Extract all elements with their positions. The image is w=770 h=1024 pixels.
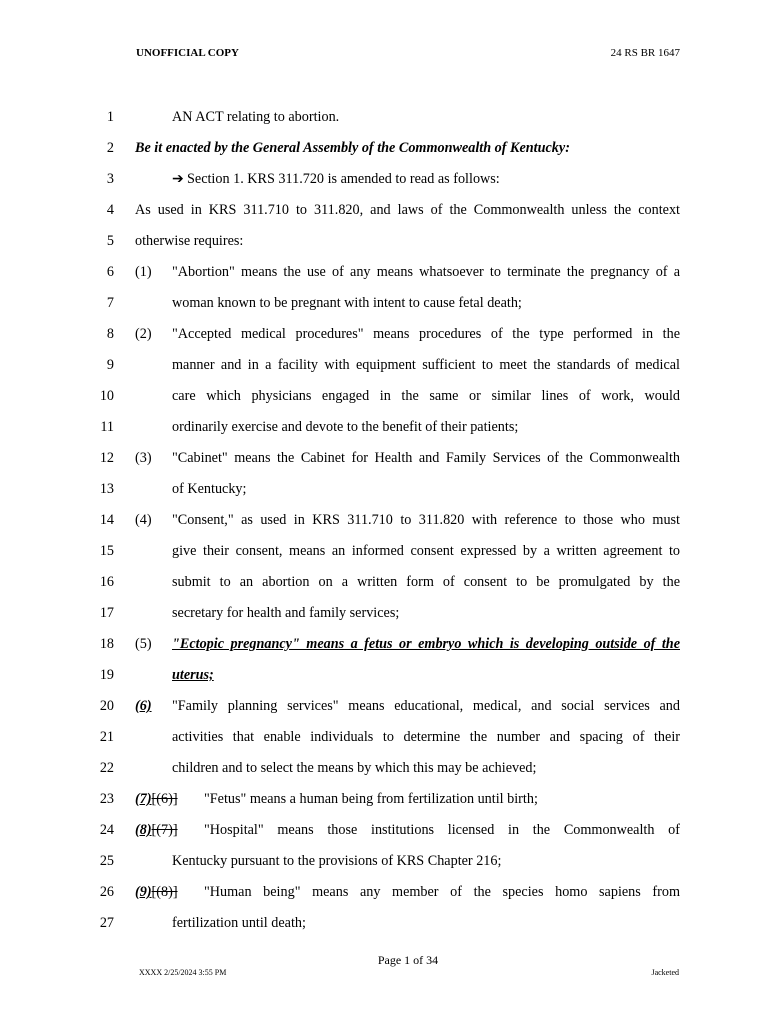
line-number: 24: [99, 822, 114, 838]
inserted-text: uterus;: [172, 667, 214, 683]
inserted-number: (7): [135, 791, 152, 807]
line-text: "Fetus" means a human being from fertilization until birth;: [204, 791, 538, 807]
line-text: of Kentucky;: [172, 481, 247, 497]
inserted-number: (9): [135, 884, 152, 900]
subsection-number: [135, 882, 178, 902]
line-text: "Consent," as used in KRS 311.710 to 311.820 with reference to those who must: [172, 512, 680, 528]
line-number: 3: [106, 171, 114, 187]
line-number: 6: [106, 264, 114, 280]
deleted-number: [(6)]: [151, 791, 178, 807]
inserted-number: (8): [135, 822, 152, 838]
line-text: care which physicians engaged in the same or similar lines of work, would: [172, 388, 680, 404]
deleted-number: [(8)]: [151, 884, 178, 900]
line-number: 15: [99, 543, 114, 559]
line-5: [0, 231, 770, 251]
line-number: 13: [99, 481, 114, 497]
header-right: 24 RS BR 1647: [610, 47, 680, 59]
line-20: [0, 696, 770, 716]
line-10: [0, 386, 770, 406]
line-number: 18: [99, 636, 114, 652]
line-number: 19: [99, 667, 114, 683]
line-number: 4: [106, 202, 114, 218]
line-text: "Accepted medical procedures" means procedures of the type performed in the: [172, 326, 680, 342]
line-number: 17: [99, 605, 114, 621]
section-heading: Section 1. KRS 311.720 is amended to read as follows:: [187, 171, 500, 187]
line-18: [0, 634, 770, 654]
line-text: Kentucky pursuant to the provisions of KRS Chapter 216;: [172, 853, 502, 869]
subsection-number: [135, 789, 178, 809]
act-title: AN ACT relating to abortion.: [172, 109, 340, 125]
footer-right: Jacketed: [651, 968, 679, 977]
line-16: [0, 572, 770, 592]
line-number: 27: [99, 915, 114, 931]
subsection-number: [135, 820, 178, 840]
line-number: 14: [99, 512, 114, 528]
footer-left: XXXX 2/25/2024 3:55 PM: [139, 968, 227, 977]
inserted-text: "Ectopic pregnancy" means a fetus or embryo which is developing outside of the: [172, 636, 680, 652]
line-3: [0, 169, 770, 189]
line-text: ordinarily exercise and devote to the benefit of their patients;: [172, 419, 519, 435]
line-number: 23: [99, 791, 114, 807]
page-number: Page 1 of 34: [377, 953, 439, 967]
line-14: [0, 510, 770, 530]
line-text: "Hospital" means those institutions licensed in the Commonwealth of: [204, 822, 680, 838]
arrow-icon: ➔: [172, 171, 184, 187]
line-number: 16: [99, 574, 114, 590]
line-number: 25: [99, 853, 114, 869]
line-1: [0, 107, 770, 127]
line-23: [0, 789, 770, 809]
line-22: [0, 758, 770, 778]
line-21: [0, 727, 770, 747]
line-number: 11: [100, 419, 114, 435]
subsection-number: (1): [135, 264, 152, 280]
line-number: 8: [106, 326, 114, 342]
line-number: 21: [99, 729, 114, 745]
line-9: [0, 355, 770, 375]
line-number: 10: [99, 388, 114, 404]
line-text: "Cabinet" means the Cabinet for Health and Family Services of the Commonwealth: [172, 450, 680, 466]
line-15: [0, 541, 770, 561]
line-6: [0, 262, 770, 282]
line-number: 2: [106, 140, 114, 156]
subsection-number: (4): [135, 512, 152, 528]
line-text: otherwise requires:: [135, 233, 244, 249]
line-text: give their consent, means an informed consent expressed by a written agreement to: [172, 543, 680, 559]
enacting-clause: Be it enacted by the General Assembly of the Commonwealth of Kentucky:: [135, 140, 570, 156]
subsection-number: (5): [135, 636, 152, 652]
line-text: "Family planning services" means educational, medical, and social services and: [172, 698, 680, 714]
line-13: [0, 479, 770, 499]
line-number: 1: [106, 109, 114, 125]
line-text: fertilization until death;: [172, 915, 306, 931]
line-number: 5: [106, 233, 114, 249]
line-26: [0, 882, 770, 902]
line-text: secretary for health and family services;: [172, 605, 400, 621]
line-text: As used in KRS 311.710 to 311.820, and laws of the Commonwealth unless the context: [135, 202, 680, 218]
subsection-number: (2): [135, 326, 152, 342]
line-12: [0, 448, 770, 468]
deleted-number: [(7)]: [151, 822, 178, 838]
line-2: [0, 138, 770, 158]
line-27: [0, 913, 770, 933]
line-text: activities that enable individuals to determine the number and spacing of their: [172, 729, 680, 745]
line-number: 12: [99, 450, 114, 466]
line-11: [0, 417, 770, 437]
line-7: [0, 293, 770, 313]
subsection-number: (3): [135, 450, 152, 466]
line-4: [0, 200, 770, 220]
line-text: manner and in a facility with equipment sufficient to meet the standards of medical: [172, 357, 680, 373]
line-number: 22: [99, 760, 114, 776]
line-text: children and to select the means by which this may be achieved;: [172, 760, 537, 776]
line-25: [0, 851, 770, 871]
line-text: "Human being" means any member of the species homo sapiens from: [204, 884, 680, 900]
subsection-number-inserted: (6): [135, 698, 152, 714]
line-number: 7: [106, 295, 114, 311]
header-left: UNOFFICIAL COPY: [136, 47, 239, 59]
line-17: [0, 603, 770, 623]
line-text: woman known to be pregnant with intent to cause fetal death;: [172, 295, 522, 311]
line-8: [0, 324, 770, 344]
line-text: "Abortion" means the use of any means whatsoever to terminate the pregnancy of a: [172, 264, 680, 280]
line-24: [0, 820, 770, 840]
line-number: 26: [99, 884, 114, 900]
line-19: [0, 665, 770, 685]
line-number: 20: [99, 698, 114, 714]
line-number: 9: [106, 357, 114, 373]
line-text: submit to an abortion on a written form of consent to be promulgated by the: [172, 574, 680, 590]
